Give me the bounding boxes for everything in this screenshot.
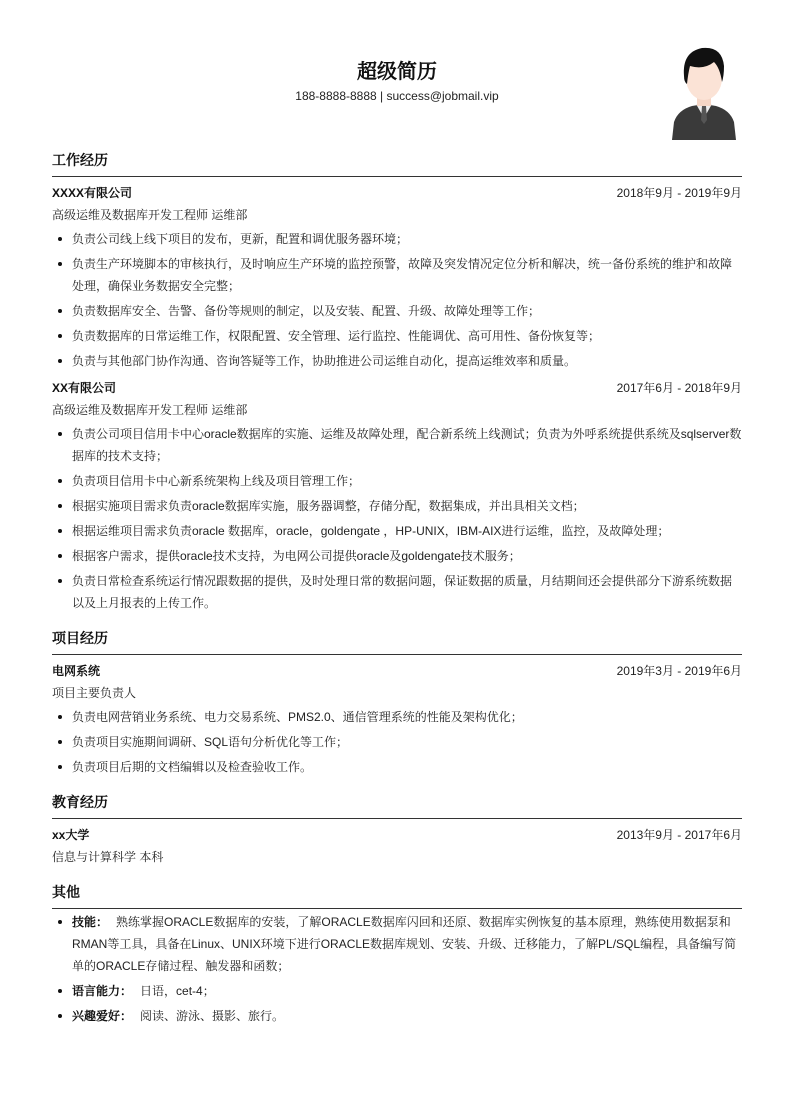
list-item: 负责项目后期的文档编辑以及检查验收工作。 xyxy=(72,756,742,778)
entry-item xyxy=(52,377,742,614)
list-item: 负责项目实施期间调研、SQL语句分析优化等工作； xyxy=(72,731,742,753)
entry-date: 2017年6月 - 2018年9月 xyxy=(616,381,742,395)
entry-name: 电网系统 xyxy=(52,664,101,678)
list-item: 负责数据库安全、告警、备份等规则的制定，以及安装、配置、升级、故障处理等工作； xyxy=(72,300,742,322)
entry-role: 高级运维及数据库开发工程师 运维部 xyxy=(52,403,248,417)
entry-header xyxy=(52,182,742,204)
resume-title: 超级简历 xyxy=(357,61,437,83)
entry-header xyxy=(52,824,742,846)
item-label: 语言能力： xyxy=(72,984,133,998)
section-education xyxy=(52,792,742,868)
bullet-list xyxy=(52,706,742,778)
entry-role: 信息与计算科学 本科 xyxy=(52,850,164,864)
entry-item xyxy=(52,660,742,778)
item-text: 阅读、游泳、摄影、旅行。 xyxy=(140,1009,285,1023)
list-item: 负责数据库的日常运维工作，权限配置、安全管理、运行监控、性能调优、高可用性、备份恢复等； xyxy=(72,325,742,347)
item-text: 熟练掌握ORACLE数据库的安装，了解ORACLE数据库闪回和还原、数据库实例恢复的基本原理，熟练使用数据泵和RMAN等工具，具备在Linux、UNIX环境下进行ORACLE数据库规划、安装、升级、迁移能力，了解PL/SQL编程，具备编写简单的ORACLE存储过程、触发器和函数； xyxy=(72,915,737,973)
entry-item xyxy=(52,824,742,868)
section-title: 教育经历 xyxy=(52,792,742,819)
section-other xyxy=(52,882,742,1027)
list-item: 根据客户需求，提供oracle技术支持，为电网公司提供oracle及goldengate技术服务； xyxy=(72,545,742,567)
entry-name: xx大学 xyxy=(52,828,90,842)
resume-content xyxy=(52,150,742,1030)
entry-date: 2019年3月 - 2019年6月 xyxy=(616,664,742,678)
list-item: 负责公司线上线下项目的发布，更新，配置和调优服务器环境； xyxy=(72,228,742,250)
entry-date: 2013年9月 - 2017年6月 xyxy=(616,828,742,842)
contact-info: 188-8888-8888 | success@jobmail.vip xyxy=(295,89,499,103)
section-title: 其他 xyxy=(52,882,742,909)
avatar xyxy=(670,44,738,140)
list-item xyxy=(72,911,742,977)
list-item: 负责日常检查系统运行情况跟数据的提供，及时处理日常的数据问题，保证数据的质量，月结期间还会提供部分下游系统数据以及上月报表的上传工作。 xyxy=(72,570,742,614)
entry-role: 高级运维及数据库开发工程师 运维部 xyxy=(52,208,248,222)
section-work xyxy=(52,150,742,614)
entry-header xyxy=(52,377,742,399)
item-label: 技能： xyxy=(72,915,109,929)
entry-name: XX有限公司 xyxy=(52,381,117,395)
bullet-list xyxy=(52,423,742,614)
list-item: 负责公司项目信用卡中心oracle数据库的实施、运维及故障处理，配合新系统上线测试；负责为外呼系统提供系统及sqlserver数据库的技术支持； xyxy=(72,423,742,467)
entry-header xyxy=(52,660,742,682)
other-list xyxy=(52,911,742,1027)
entry-name: XXXX有限公司 xyxy=(52,186,133,200)
list-item: 负责与其他部门协作沟通、咨询答疑等工作，协助推进公司运维自动化，提高运维效率和质量。 xyxy=(72,350,742,372)
list-item xyxy=(72,1005,742,1027)
item-text: 日语，cet-4； xyxy=(140,984,215,998)
list-item: 负责电网营销业务系统、电力交易系统、PMS2.0、通信管理系统的性能及架构优化； xyxy=(72,706,742,728)
entry-item xyxy=(52,182,742,372)
bullet-list xyxy=(52,228,742,372)
entry-date: 2018年9月 - 2019年9月 xyxy=(616,186,742,200)
entry-role: 项目主要负责人 xyxy=(52,686,137,700)
list-item: 根据运维项目需求负责oracle 数据库，oracle，goldengate ，HP-UNIX，IBM-AIX进行运维，监控，及故障处理； xyxy=(72,520,742,542)
list-item: 负责生产环境脚本的审核执行，及时响应生产环境的监控预警，故障及突发情况定位分析和解决，统一备份系统的维护和故障处理，确保业务数据安全完整； xyxy=(72,253,742,297)
list-item xyxy=(72,980,742,1002)
section-title: 工作经历 xyxy=(52,150,742,177)
section-project xyxy=(52,628,742,778)
list-item: 负责项目信用卡中心新系统架构上线及项目管理工作； xyxy=(72,470,742,492)
section-title: 项目经历 xyxy=(52,628,742,655)
item-label: 兴趣爱好： xyxy=(72,1009,133,1023)
list-item: 根据实施项目需求负责oracle数据库实施，服务器调整，存储分配，数据集成，并出具相关文档； xyxy=(72,495,742,517)
